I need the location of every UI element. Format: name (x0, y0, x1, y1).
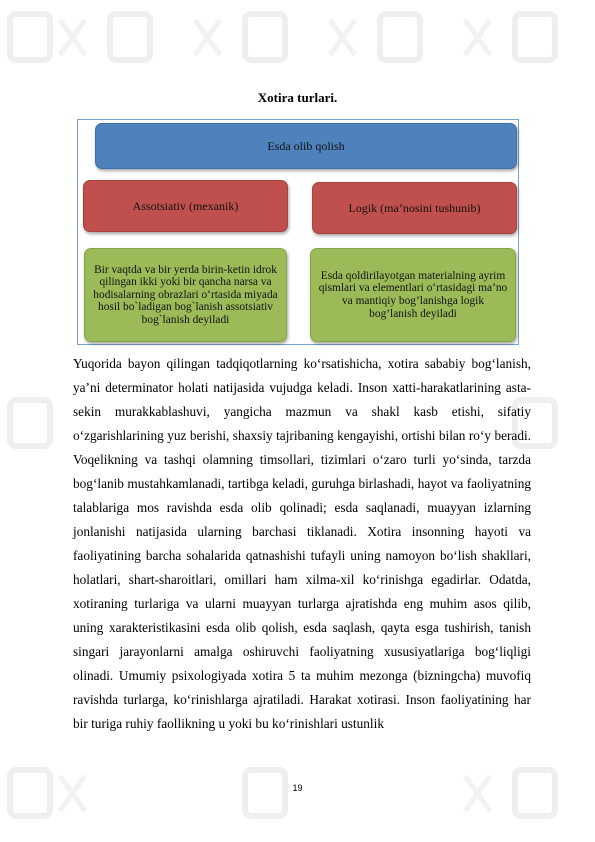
logical-memory-box: Logik (ma’nosini tushunib) (312, 182, 517, 234)
associative-memory-box: Assotsiativ (mexanik) (83, 180, 288, 232)
memory-types-diagram (77, 119, 519, 345)
memorization-box: Esda olib qolish (95, 123, 517, 169)
associative-description-box: Bir vaqtda va bir yerda birin-ketin idrok qilingan ikki yoki bir qancha narsa va hodisalarning obrazlari o‘rtasida miyada hosil bo`ladigan bog`lanish assotsiativ bog`lanish deyiladi (84, 248, 287, 342)
page-number: 19 (292, 783, 303, 793)
logical-description-box: Esda qoldirilayotgan materialning ayrim qismlari va elementlari o‘rtasidagi ma’no va mantiqiy bog’lanishga logik bog’lanish deyiladi (310, 248, 516, 342)
page-title: Xotira turlari. (257, 90, 338, 105)
body-paragraph: Yuqorida bayon qilingan tadqiqotlarning ko‘rsatishicha, xotira sababiy bog‘lanish, ya’ni determinator holati natijasida vujudga keladi. Inson xatti-harakatlarining asta-sekin murakkablashuvi, yangicha mazmun va shakl kasb etishi, sifatiy o‘zgarishlarining yuz berishi, shaxsiy tajribaning kengayishi, ortishi bilan ro‘y beradi. Voqelikning va tashqi olamning timsollari, tizimlari o‘zaro turli yo‘sinda, tarzda bog‘lanib mustahkamlanadi, tartibga keladi, guruhga birlashadi, hayot va faoliyatning talablariga mos ravishda esda olib qolinadi; esda saqlanadi, muayyan izlarning jonlanishi natijasida ularning barchasi tiklanadi. Xotira insonning hayoti va faoliyatining barcha sohalarida qatnashishi tufayli uning namoyon bo‘lish shakllari, holatlari, shart-sharoitlari, omillari ham xilma-xil ko‘rinishga egadirlar. Odatda, xotiraning turlariga va ularni muayyan turlarga ajratishda eng muhim asos qilib, uning xarakteristikasini esda olib qolish, esda saqlash, qayta esga tushirish, tanish singari jarayonlarni amalga oshiruvchi faoliyatning xususiyatlariga bog‘liqligi olinadi. Umumiy psixologiyada xotira 5 ta muhim mezonga (bizningcha) muvofiq ravishda turlarga, ko‘rinishlarga ajratiladi. Harakat xotirasi. Inson faoliyatining har bir turiga ruhiy faollikning u yoki bu ko‘rinishlari ustunlik (73, 356, 531, 731)
